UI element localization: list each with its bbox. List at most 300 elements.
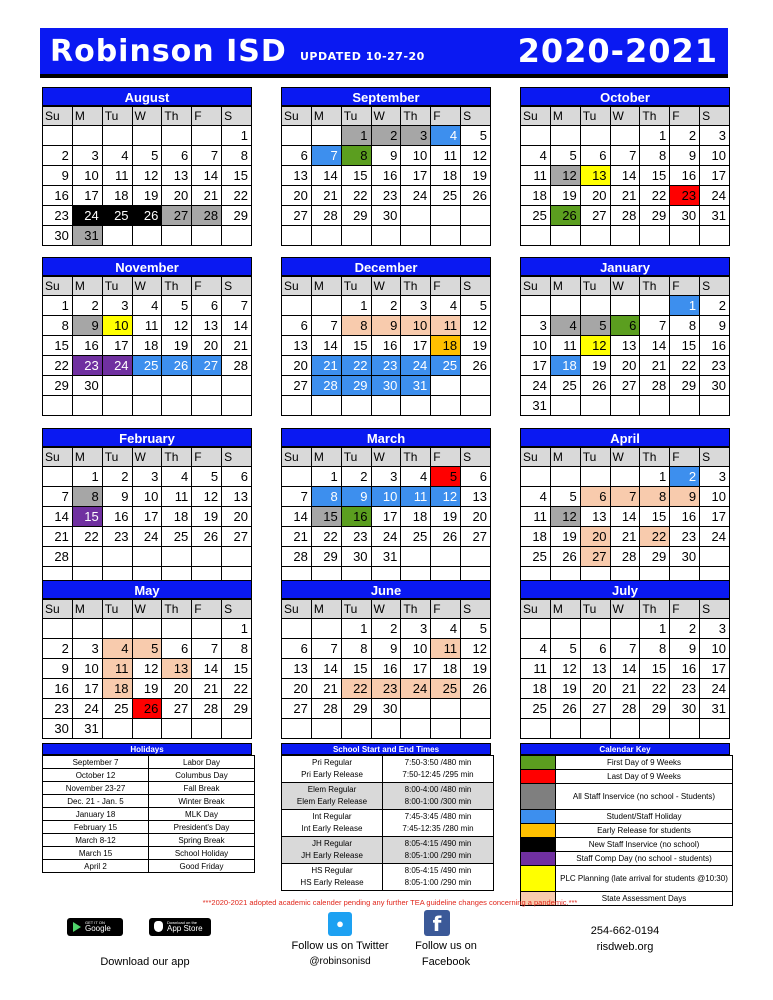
empty-cell — [371, 719, 401, 739]
day-cell: 30 — [43, 226, 73, 246]
day-cell: 29 — [341, 206, 371, 226]
day-cell: 18 — [102, 679, 132, 699]
holiday-name: Winter Break — [149, 795, 255, 808]
day-cell: 21 — [640, 356, 670, 376]
month-october — [520, 87, 730, 246]
day-cell: 17 — [371, 507, 401, 527]
day-cell: 14 — [43, 507, 73, 527]
day-cell: 2 — [43, 146, 73, 166]
twitter-icon[interactable]: ● — [328, 912, 352, 936]
day-cell: 9 — [371, 316, 401, 336]
holiday-row — [43, 808, 255, 821]
day-cell: 15 — [341, 166, 371, 186]
day-cell: 21 — [610, 186, 640, 206]
empty-cell — [102, 619, 132, 639]
holiday-row — [43, 847, 255, 860]
empty-cell — [222, 376, 252, 396]
empty-cell — [521, 226, 551, 246]
weekday-label: S — [700, 448, 730, 467]
day-cell: 25 — [521, 206, 551, 226]
day-cell: 15 — [311, 507, 341, 527]
empty-cell — [550, 619, 580, 639]
day-cell: 11 — [401, 487, 431, 507]
day-cell: 11 — [431, 146, 461, 166]
day-cell: 3 — [102, 296, 132, 316]
school-level-cell — [282, 756, 383, 783]
day-cell: 19 — [132, 679, 162, 699]
weekday-label: S — [461, 448, 491, 467]
day-cell: 22 — [341, 679, 371, 699]
day-cell: 26 — [550, 547, 580, 567]
day-cell: 16 — [43, 679, 73, 699]
day-cell: 12 — [550, 166, 580, 186]
holiday-row — [43, 782, 255, 795]
weekday-label: Tu — [580, 448, 610, 467]
school-level-label: JH Regular — [311, 839, 352, 848]
month-title: December — [281, 257, 491, 276]
key-swatch — [521, 756, 556, 770]
day-cell: 20 — [282, 356, 312, 376]
empty-cell — [162, 226, 192, 246]
day-cell: 24 — [401, 356, 431, 376]
day-cell: 4 — [521, 146, 551, 166]
weekday-label: W — [610, 600, 640, 619]
weekday-label: W — [371, 107, 401, 126]
day-cell: 27 — [580, 699, 610, 719]
school-level-label: Pri Regular — [311, 758, 352, 767]
day-cell: 4 — [162, 467, 192, 487]
day-cell: 29 — [341, 699, 371, 719]
day-cell: 14 — [610, 166, 640, 186]
day-cell: 4 — [102, 146, 132, 166]
weekday-label: Tu — [580, 600, 610, 619]
day-cell: 7 — [222, 296, 252, 316]
day-cell: 13 — [282, 336, 312, 356]
holiday-name: Labor Day — [149, 756, 255, 769]
holiday-date: November 23-27 — [43, 782, 149, 795]
day-cell: 17 — [401, 336, 431, 356]
school-time-row — [282, 783, 494, 810]
day-cell: 18 — [431, 659, 461, 679]
day-cell: 16 — [43, 186, 73, 206]
empty-cell — [102, 126, 132, 146]
weekday-label: Tu — [102, 107, 132, 126]
weekday-label: F — [431, 107, 461, 126]
day-cell: 22 — [640, 679, 670, 699]
day-cell: 13 — [192, 316, 222, 336]
day-cell: 8 — [640, 639, 670, 659]
empty-cell — [610, 719, 640, 739]
day-cell: 19 — [580, 356, 610, 376]
weekday-label: Th — [640, 600, 670, 619]
day-cell: 23 — [43, 206, 73, 226]
month-june — [281, 580, 491, 739]
holidays-panel — [42, 743, 252, 873]
empty-cell — [580, 719, 610, 739]
empty-cell — [371, 396, 401, 416]
empty-cell — [341, 226, 371, 246]
empty-cell — [132, 719, 162, 739]
school-level-label: Pri Early Release — [301, 770, 363, 779]
day-cell: 26 — [580, 376, 610, 396]
empty-cell — [72, 126, 102, 146]
day-cell: 12 — [550, 659, 580, 679]
empty-cell — [162, 376, 192, 396]
weekday-label: Su — [43, 107, 73, 126]
weekday-label: M — [72, 107, 102, 126]
day-cell: 1 — [670, 296, 700, 316]
day-cell: 30 — [670, 206, 700, 226]
holiday-row — [43, 795, 255, 808]
day-cell: 22 — [222, 186, 252, 206]
day-cell: 26 — [431, 527, 461, 547]
facebook-icon[interactable]: f — [424, 910, 450, 936]
day-cell: 2 — [670, 467, 700, 487]
day-cell: 6 — [282, 146, 312, 166]
day-cell: 29 — [222, 206, 252, 226]
day-cell: 20 — [162, 679, 192, 699]
weekday-label: M — [72, 600, 102, 619]
weekday-label: W — [132, 277, 162, 296]
day-cell: 12 — [192, 487, 222, 507]
day-cell: 24 — [72, 206, 102, 226]
day-cell: 20 — [580, 679, 610, 699]
weekday-label: F — [670, 448, 700, 467]
facebook-label[interactable]: Facebook — [421, 956, 471, 968]
empty-cell — [550, 126, 580, 146]
day-cell: 8 — [341, 639, 371, 659]
day-cell: 18 — [401, 507, 431, 527]
day-cell: 28 — [43, 547, 73, 567]
day-cell: 27 — [282, 206, 312, 226]
holiday-row — [43, 834, 255, 847]
key-row — [521, 824, 733, 838]
day-cell: 3 — [700, 467, 730, 487]
empty-cell — [610, 226, 640, 246]
day-cell: 9 — [700, 316, 730, 336]
empty-cell — [341, 396, 371, 416]
empty-cell — [43, 619, 73, 639]
weekday-label: Tu — [102, 448, 132, 467]
day-cell: 26 — [550, 699, 580, 719]
empty-cell — [222, 396, 252, 416]
school-time-value: 8:05-1:00 /290 min — [404, 851, 472, 860]
empty-cell — [311, 296, 341, 316]
day-cell: 15 — [640, 166, 670, 186]
weekday-label: W — [132, 107, 162, 126]
day-cell: 17 — [700, 166, 730, 186]
day-cell: 22 — [222, 679, 252, 699]
day-cell: 12 — [132, 659, 162, 679]
day-cell: 13 — [610, 336, 640, 356]
day-cell: 18 — [521, 527, 551, 547]
day-cell: 20 — [461, 507, 491, 527]
day-cell: 25 — [401, 527, 431, 547]
school-level-label: Elem Regular — [307, 785, 357, 794]
school-time-value: 8:05-4:15 /490 min — [404, 866, 472, 875]
day-cell: 5 — [550, 639, 580, 659]
app-store-badge[interactable] — [149, 918, 211, 936]
updated-date: UPDATED 10-27-20 — [300, 50, 425, 63]
day-cell: 7 — [282, 487, 312, 507]
day-cell: 23 — [43, 699, 73, 719]
day-cell: 16 — [341, 507, 371, 527]
day-cell: 9 — [43, 166, 73, 186]
day-cell: 28 — [282, 547, 312, 567]
day-cell: 24 — [132, 527, 162, 547]
empty-cell — [132, 619, 162, 639]
day-cell: 31 — [72, 719, 102, 739]
day-cell: 19 — [431, 507, 461, 527]
day-cell: 24 — [521, 376, 551, 396]
month-title: May — [42, 580, 252, 599]
day-cell: 23 — [670, 527, 700, 547]
day-cell: 10 — [521, 336, 551, 356]
empty-cell — [461, 226, 491, 246]
empty-cell — [401, 699, 431, 719]
day-cell: 27 — [461, 527, 491, 547]
day-cell: 29 — [640, 699, 670, 719]
holiday-date: Dec. 21 - Jan. 5 — [43, 795, 149, 808]
day-cell: 9 — [371, 146, 401, 166]
weekday-label: S — [700, 277, 730, 296]
school-year: 2020-2021 — [517, 32, 718, 70]
empty-cell — [341, 719, 371, 739]
day-cell: 24 — [700, 186, 730, 206]
day-cell: 29 — [640, 206, 670, 226]
day-cell: 11 — [162, 487, 192, 507]
empty-cell — [311, 126, 341, 146]
weekday-label: M — [550, 277, 580, 296]
google-play-small-text: GET IT ON — [85, 920, 105, 925]
weekday-label: Tu — [102, 600, 132, 619]
day-cell: 18 — [162, 507, 192, 527]
calendar-key-title: Calendar Key — [520, 743, 730, 755]
day-cell: 16 — [670, 507, 700, 527]
empty-cell — [282, 467, 312, 487]
day-cell: 28 — [222, 356, 252, 376]
day-cell: 2 — [72, 296, 102, 316]
holidays-table — [42, 755, 255, 873]
empty-cell — [700, 226, 730, 246]
day-cell: 10 — [371, 487, 401, 507]
empty-cell — [461, 699, 491, 719]
app-store-label: App Store — [167, 924, 203, 933]
day-cell: 19 — [461, 166, 491, 186]
empty-cell — [700, 719, 730, 739]
empty-cell — [192, 547, 222, 567]
day-cell: 2 — [341, 467, 371, 487]
weekday-label: Tu — [102, 277, 132, 296]
month-title: February — [42, 428, 252, 447]
month-december — [281, 257, 491, 416]
empty-cell — [102, 376, 132, 396]
weekday-label: Su — [521, 107, 551, 126]
weekday-label: Tu — [341, 277, 371, 296]
school-level-cell — [282, 810, 383, 837]
weekday-label: Su — [282, 107, 312, 126]
website-link[interactable]: risdweb.org — [596, 941, 654, 953]
day-cell: 26 — [461, 186, 491, 206]
empty-cell — [401, 547, 431, 567]
day-cell: 14 — [311, 659, 341, 679]
day-cell: 18 — [550, 356, 580, 376]
day-cell: 20 — [282, 679, 312, 699]
day-cell: 24 — [72, 699, 102, 719]
holiday-name: President's Day — [149, 821, 255, 834]
day-cell: 15 — [640, 507, 670, 527]
day-cell: 3 — [72, 639, 102, 659]
weekday-label: S — [461, 277, 491, 296]
google-play-badge[interactable] — [67, 918, 123, 951]
day-cell: 27 — [610, 376, 640, 396]
day-cell: 25 — [162, 527, 192, 547]
school-time-row — [282, 837, 494, 864]
day-cell: 21 — [192, 679, 222, 699]
weekday-label: Th — [162, 107, 192, 126]
day-cell: 27 — [162, 699, 192, 719]
day-cell: 7 — [192, 146, 222, 166]
day-cell: 22 — [640, 186, 670, 206]
holiday-date: October 12 — [43, 769, 149, 782]
day-cell: 25 — [431, 186, 461, 206]
weekday-label: Th — [640, 448, 670, 467]
day-cell: 27 — [580, 206, 610, 226]
holiday-name: MLK Day — [149, 808, 255, 821]
key-label: State Assessment Days — [556, 892, 733, 906]
empty-cell — [192, 376, 222, 396]
holiday-name: Spring Break — [149, 834, 255, 847]
day-cell: 1 — [640, 126, 670, 146]
day-cell: 3 — [700, 126, 730, 146]
day-cell: 8 — [222, 146, 252, 166]
weekday-label: Tu — [580, 107, 610, 126]
empty-cell — [550, 296, 580, 316]
weekday-label: S — [222, 448, 252, 467]
day-cell: 12 — [132, 166, 162, 186]
twitter-handle[interactable]: @robinsonisd — [309, 956, 371, 967]
day-cell: 30 — [371, 699, 401, 719]
day-cell: 3 — [132, 467, 162, 487]
day-cell: 9 — [102, 487, 132, 507]
empty-cell — [222, 719, 252, 739]
facebook-follow-text[interactable]: Follow us on — [415, 940, 477, 952]
day-cell: 8 — [640, 146, 670, 166]
weekday-label: F — [670, 107, 700, 126]
day-cell: 20 — [580, 527, 610, 547]
day-cell: 15 — [222, 659, 252, 679]
key-swatch — [521, 770, 556, 784]
weekday-label: F — [192, 107, 222, 126]
weekday-label: S — [700, 600, 730, 619]
day-cell: 1 — [341, 619, 371, 639]
month-february — [42, 428, 252, 587]
day-cell: 24 — [102, 356, 132, 376]
weekday-label: Su — [282, 600, 312, 619]
day-cell: 3 — [521, 316, 551, 336]
school-time-cell — [383, 837, 494, 864]
day-cell: 5 — [162, 296, 192, 316]
weekday-label: W — [371, 448, 401, 467]
day-cell: 9 — [371, 639, 401, 659]
key-row — [521, 770, 733, 784]
day-cell: 4 — [521, 487, 551, 507]
empty-cell — [192, 619, 222, 639]
day-cell: 1 — [311, 467, 341, 487]
day-cell: 31 — [401, 376, 431, 396]
day-cell: 24 — [401, 679, 431, 699]
weekday-label: M — [72, 448, 102, 467]
day-cell: 17 — [132, 507, 162, 527]
day-cell: 16 — [670, 166, 700, 186]
empty-cell — [282, 126, 312, 146]
day-cell: 30 — [670, 699, 700, 719]
empty-cell — [580, 467, 610, 487]
weekday-label: M — [550, 448, 580, 467]
day-cell: 15 — [640, 659, 670, 679]
school-level-cell — [282, 837, 383, 864]
empty-cell — [580, 619, 610, 639]
weekday-label: F — [431, 448, 461, 467]
key-row — [521, 852, 733, 866]
holiday-name: Columbus Day — [149, 769, 255, 782]
day-cell: 17 — [401, 166, 431, 186]
empty-cell — [102, 396, 132, 416]
day-cell: 17 — [700, 659, 730, 679]
phone-number[interactable]: 254-662-0194 — [590, 925, 660, 937]
day-cell: 14 — [282, 507, 312, 527]
day-cell: 27 — [222, 527, 252, 547]
month-may — [42, 580, 252, 739]
month-november — [42, 257, 252, 416]
day-cell: 12 — [461, 146, 491, 166]
holiday-date: March 8-12 — [43, 834, 149, 847]
holiday-row — [43, 756, 255, 769]
day-cell: 16 — [371, 336, 401, 356]
empty-cell — [580, 396, 610, 416]
day-cell: 21 — [610, 527, 640, 547]
month-july — [520, 580, 730, 739]
school-times-table — [281, 755, 494, 891]
weekday-label: W — [132, 448, 162, 467]
empty-cell — [401, 719, 431, 739]
empty-cell — [580, 296, 610, 316]
empty-cell — [132, 376, 162, 396]
day-cell: 25 — [521, 547, 551, 567]
empty-cell — [282, 619, 312, 639]
day-cell: 10 — [401, 639, 431, 659]
day-cell: 19 — [461, 336, 491, 356]
empty-cell — [401, 206, 431, 226]
day-cell: 10 — [700, 639, 730, 659]
day-cell: 10 — [401, 146, 431, 166]
day-cell: 4 — [431, 619, 461, 639]
twitter-follow-text[interactable]: Follow us on Twitter — [291, 940, 389, 952]
month-january — [520, 257, 730, 416]
empty-cell — [282, 719, 312, 739]
weekday-label: Su — [521, 600, 551, 619]
download-app-text: Download our app — [100, 956, 190, 968]
empty-cell — [610, 619, 640, 639]
key-label: Staff Comp Day (no school - students) — [556, 852, 733, 866]
day-cell: 18 — [431, 336, 461, 356]
day-cell: 2 — [43, 639, 73, 659]
empty-cell — [640, 719, 670, 739]
day-cell: 25 — [102, 699, 132, 719]
weekday-label: F — [431, 277, 461, 296]
day-cell: 1 — [640, 619, 670, 639]
app-store-small-text: Download on the — [167, 920, 198, 925]
